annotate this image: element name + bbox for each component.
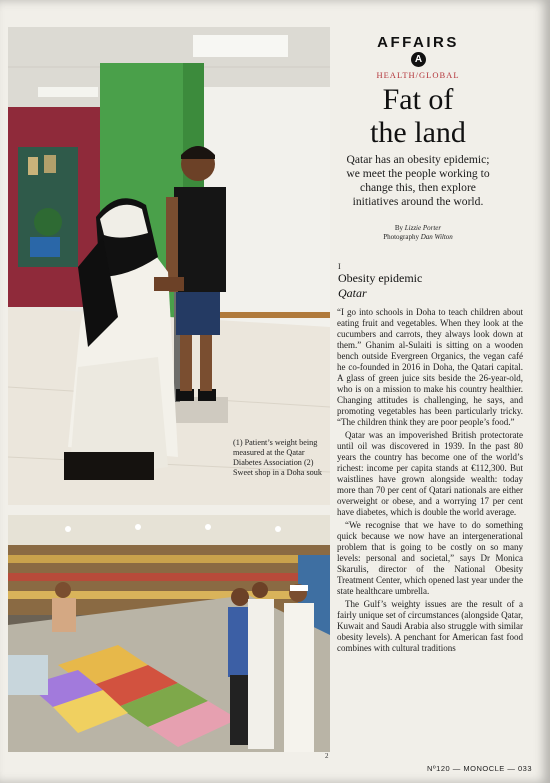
magazine-name: MONOCLE — [463, 764, 505, 773]
rubric-label: HEALTH/GLOBAL — [376, 70, 460, 80]
headline-line-2: the land — [370, 116, 466, 149]
sweet-shop-illustration — [8, 515, 330, 752]
subsection-title: Obesity epidemic — [338, 271, 423, 285]
issue-number: Nº120 — [427, 764, 451, 773]
weighing-scene-illustration — [8, 27, 330, 505]
subsection-location: Qatar — [338, 286, 367, 300]
author-name: Lizzie Porter — [404, 224, 442, 232]
subsection-number: I — [338, 262, 341, 271]
footer-separator: — — [507, 764, 516, 773]
photo-number: 2 — [325, 752, 329, 760]
page-footer — [427, 764, 532, 773]
headline-line-1: Fat of — [382, 83, 454, 116]
standfirst: Qatar has an obesity epidemic; we meet the people working to change this, then explore initiatives around the world. — [346, 153, 490, 208]
photo-sweet-shop — [8, 515, 330, 752]
photographer-name: Dan Wilton — [420, 233, 453, 241]
body-paragraph: “We recognise that we have to do something quick because we now have an intergenerational problem that is going to be costly on so many levels: personal and societal,” says Dr Monica Skarulis, director of the National Obesity Treatment Center, which opened last year under the state healthcare umbrella. — [337, 520, 523, 596]
byline-prefix: By — [394, 224, 404, 232]
photo-credit-prefix: Photography — [383, 233, 419, 241]
photo-weight-measurement — [8, 27, 330, 505]
byline — [340, 224, 496, 242]
photo-caption: (1) Patient’s weight being measured at the Qatar Diabetes Association (2) Sweet shop in a Doha souk — [233, 438, 322, 477]
section-letter-badge: A — [411, 52, 426, 67]
body-paragraph: “I go into schools in Doha to teach children about eating fruit and vegetables. When they look at the cucumbers and carrots, they always look down at them.” Ghanim al-Sulaiti is sitting on a wooden bench outside Evergreen Organics, the vegan café he co-founded in 2016 in Doha, the Qatari capital. A glass of green juice sits beside the 26-year-old, who is on a mission to make his country healthier. Changing attitudes is challenging, he says, and promoting vegetables has been particularly tricky. “The children think they are poor people’s food.” — [337, 307, 523, 427]
body-paragraph: The Gulf’s weighty issues are the result of a fairly unique set of circumstances (alongside Qatar, Kuwait and Saudi Arabia also struggle with similar obesity levels). A penchant for American fast food combines with cultural traditions — [337, 599, 523, 653]
body-paragraph: Qatar was an impoverished British protectorate until oil was discovered in 1939. In the past 80 years the country has become one of the world’s richest: income per capita stands at €112,300. But waistlines have grown alongside wealth: today more than 70 per cent of Qatari nationals are either overweight or obese, and a worrying 17 per cent have diabetes, which is double the world average. — [337, 430, 523, 517]
section-label: AFFAIRS — [377, 34, 459, 51]
headline — [338, 83, 498, 149]
article-body — [337, 307, 523, 656]
page-number: 033 — [517, 764, 532, 773]
footer-separator: — — [452, 764, 461, 773]
